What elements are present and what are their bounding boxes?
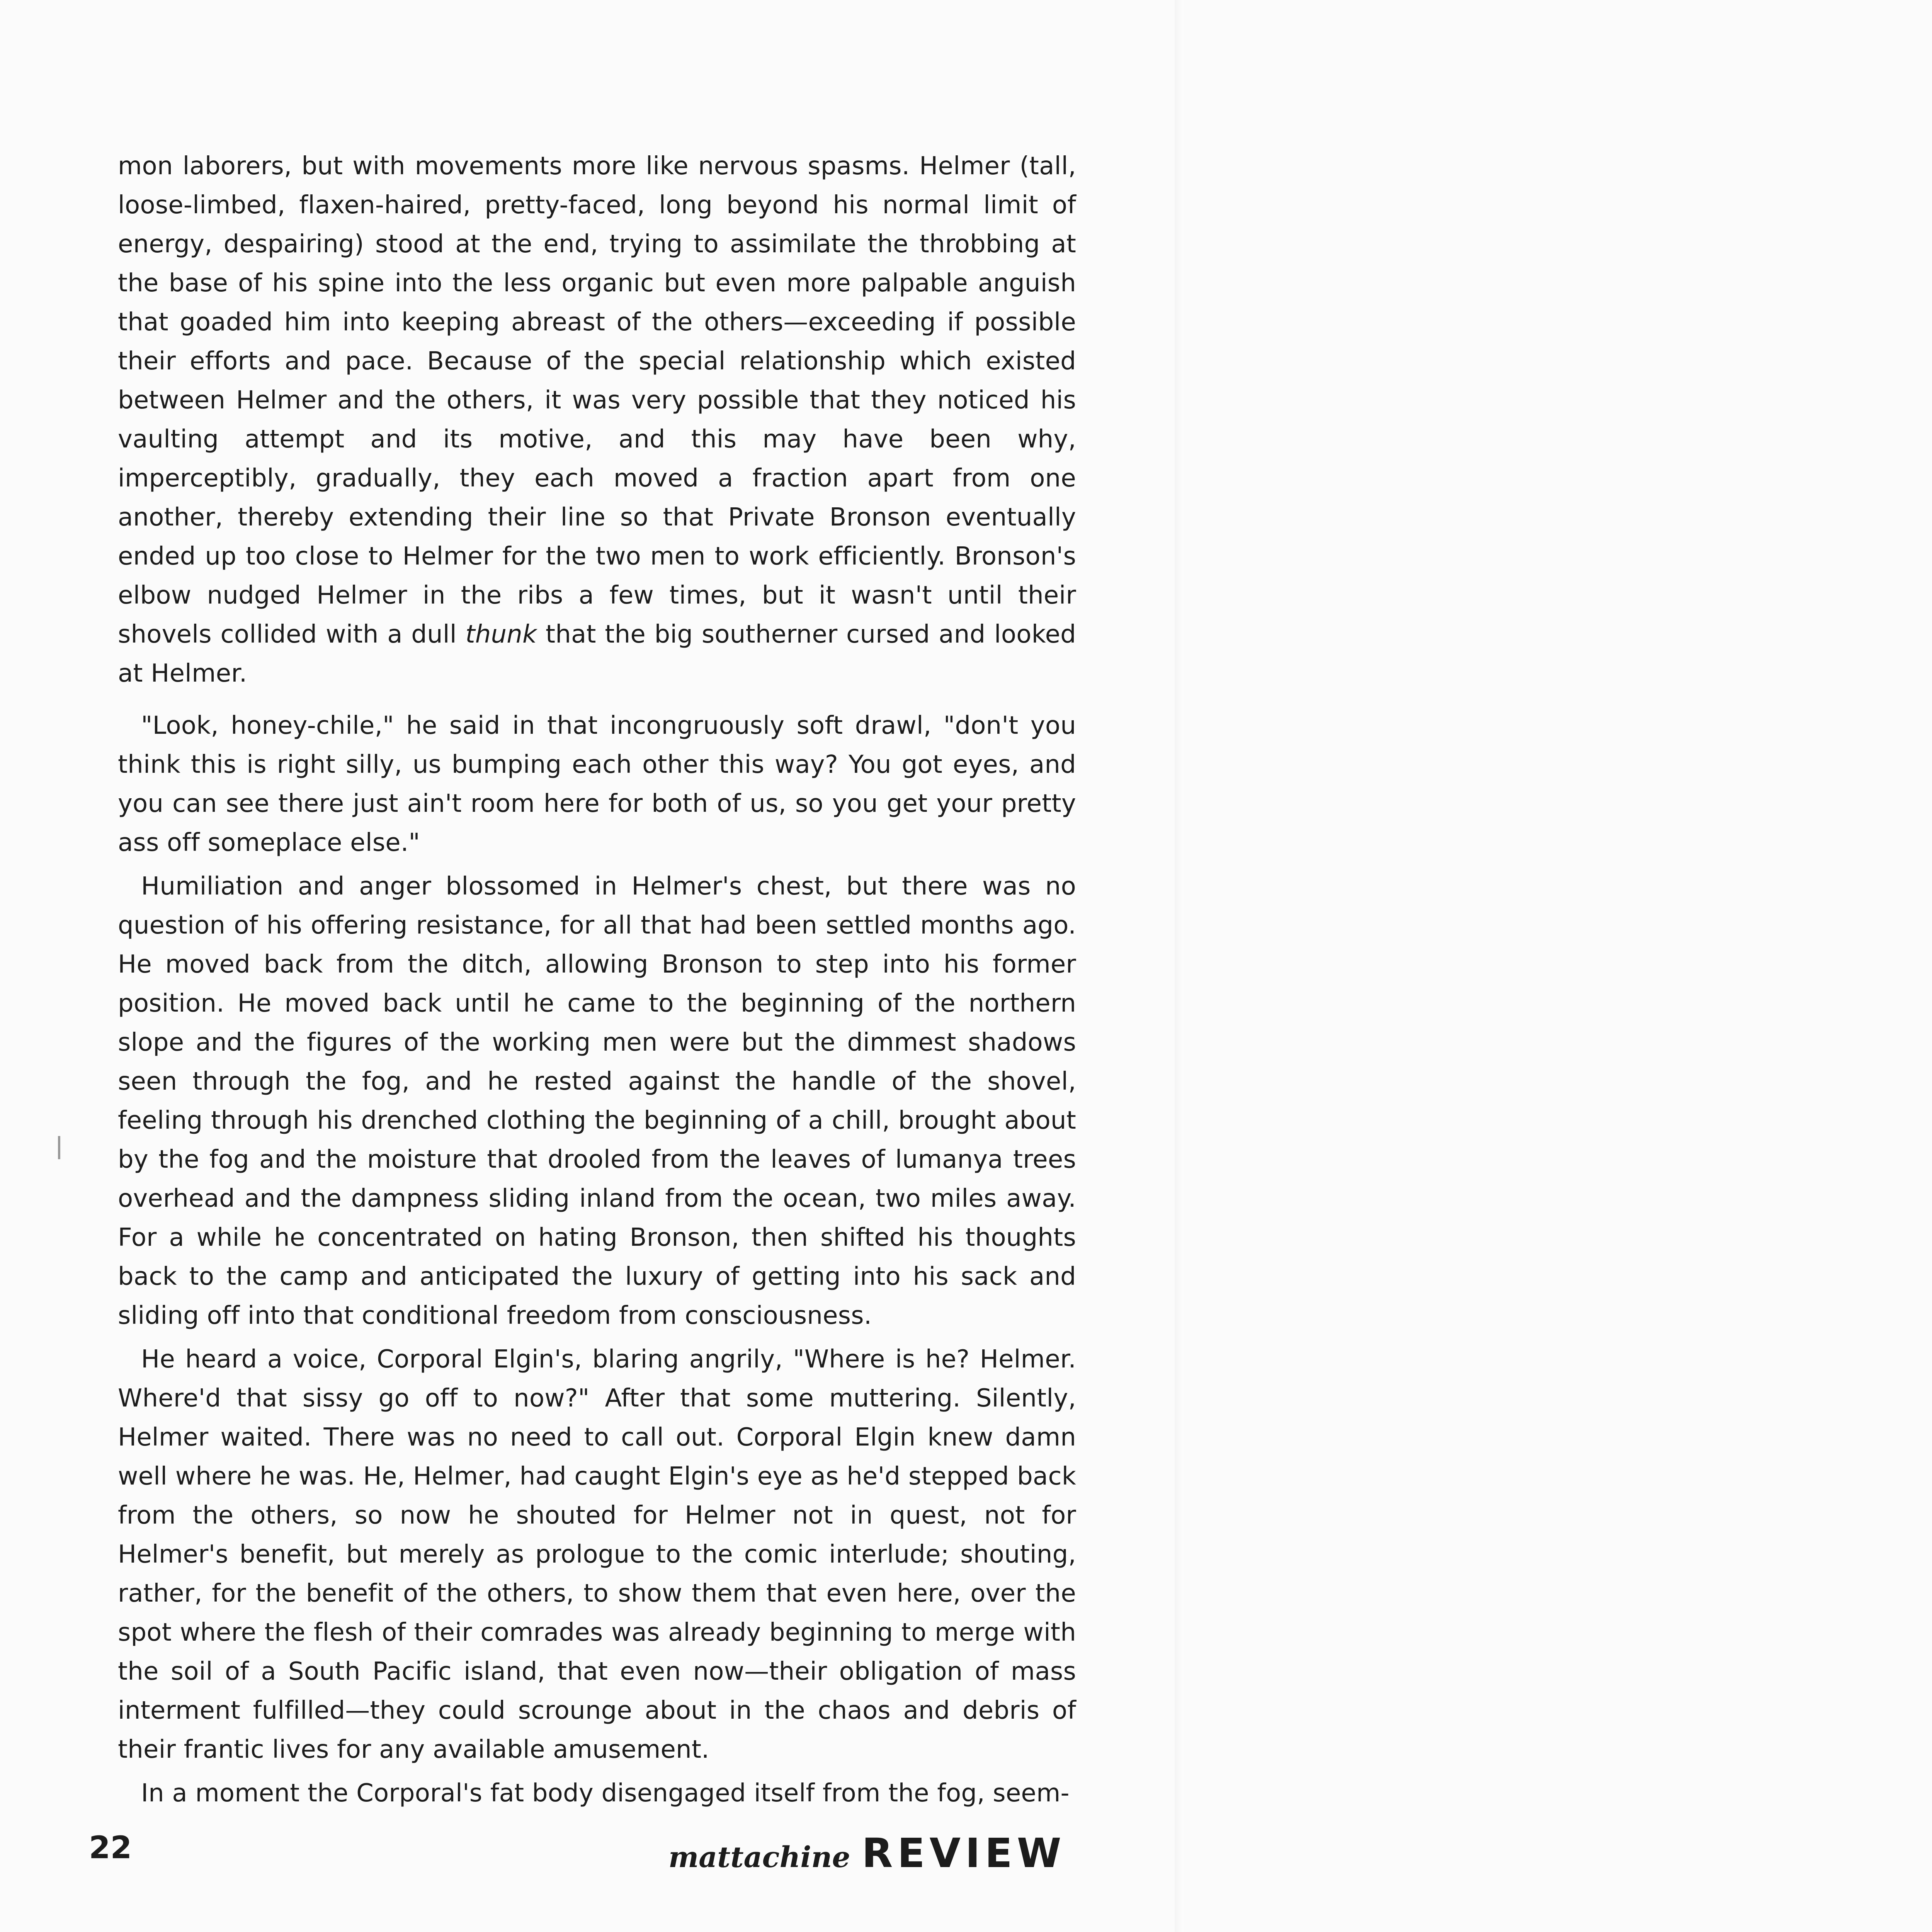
paragraph [118,1340,1076,1769]
paragraph-text: He heard a voice, Corporal Elgin's, blaring angrily, "Where is he? Helmer. Where'd that sissy go off to now?" After that some muttering. Silently, Helmer waited. There was no need to call out. Corporal Elgin knew damn well where he was. He, Helmer, had caught Elgin's eye as he'd stepped back from the others, so now he shouted for Helmer not in quest, not for Helmer's benefit, but merely as prologue to the comic interlude; shouting, rather, for the benefit of the others, to show them that even here, over the spot where the flesh of their comrades was already beginning to merge with the soil of a South Pacific island, that even now—their obligation of mass interment fulfilled—they could scrounge about in the chaos and debris of their frantic lives for any available amusement. [118,1345,1076,1764]
paragraph [118,1774,1076,1813]
paragraph-text: Humiliation and anger blossomed in Helmer's chest, but there was no question of his offering resistance, for all that had been settled months ago. He moved back from the ditch, allowing Bronson to step into his former position. He moved back until he came to the beginning of the northern slope and the figures of the working men were but the dimmest shadows seen through the fog, and he rested against the handle of the shovel, feeling through his drenched clothing the beginning of a chill, brought about by the fog and the moisture that drooled from the leaves of lumanya trees overhead and the dampness sliding inland from the ocean, two miles away. For a while he concentrated on hating Bronson, then shifted his thoughts back to the camp and anticipated the luxury of getting into his sack and sliding off into that conditional freedom from consciousness. [118,872,1076,1330]
paragraph-text: In a moment the Corporal's fat body disengaged itself from the fog, seem- [141,1779,1070,1808]
footer-title-script: mattachine [668,1841,850,1874]
italic-word: thunk [465,620,537,649]
paragraph [118,867,1076,1335]
paragraph-text: that the big southerner cursed and looked at Helmer. [118,620,1076,688]
scan-speck [58,1136,60,1159]
footer-title-caps: REVIEW [862,1830,1066,1877]
paragraph-text: "Look, honey-chile," he said in that incongruously soft drawl, "don't you think this is right silly, us bumping each other this way? You got eyes, and you can see there just ain't room here for both of us, so you get your pretty ass off someplace else." [118,711,1076,857]
running-footer [668,1830,1066,1877]
right-page [1184,0,1932,1932]
paragraph [118,147,1076,693]
page-number-left: 22 [89,1830,132,1866]
paragraph [118,706,1076,862]
left-page-body [118,147,1076,1818]
paragraph-text: mon laborers, but with movements more like nervous spasms. Helmer (tall, loose-limbed, flaxen-haired, pretty-faced, long beyond his normal limit of energy, despairing) stood at the end, trying to assimilate the throbbing at the base of his spine into the less organic but even more palpable anguish that goaded him into keeping abreast of the others—exceeding if possible their efforts and pace. Because of the special relationship which existed between Helmer and the others, it was very possible that they noticed his vaulting attempt and its motive, and this may have been why, imperceptibly, gradually, they each moved a fraction apart from one another, thereby extending their line so that Private Bronson eventually ended up too close to Helmer for the two men to work efficiently. Bronson's elbow nudged Helmer in the ribs a few times, but it wasn't until their shovels collided with a dull [118,152,1076,649]
